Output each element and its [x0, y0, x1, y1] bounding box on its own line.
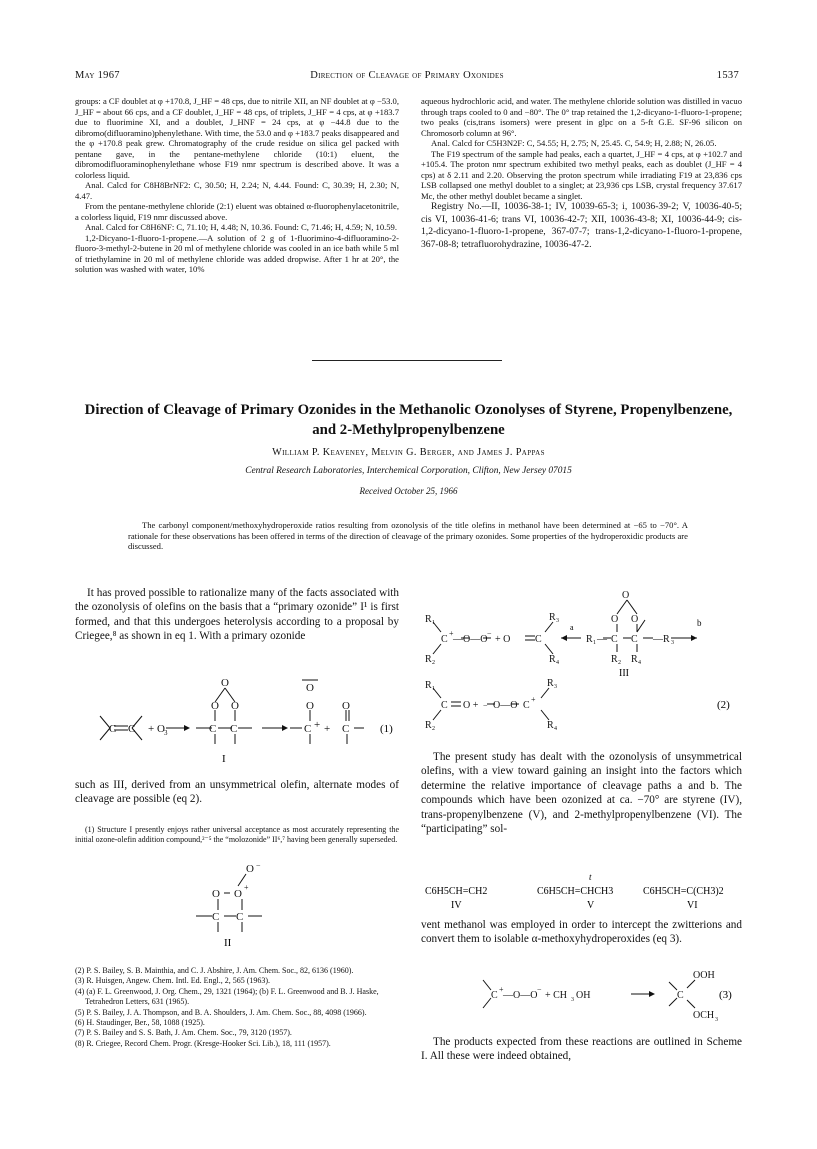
- svg-text:R: R: [425, 654, 432, 665]
- lc-para-4: 1,2-Dicyano-1-fluoro-1-propene.—A solution of 2 g of 1-fluorimino-4-difluoramino-2-fluoro-3-methyl-2-butene in 20 ml of methylene chloride was cooled in an ice bath while 5 ml of triethylamine in 20 ml of methylene chloride was added dropwise. After 1 hr at 20°, the solution was washed with water, 10%: [75, 232, 399, 274]
- svg-text:C: C: [631, 634, 638, 645]
- svg-text:1: 1: [432, 686, 435, 692]
- received-date: Received October 25, 1966: [359, 486, 458, 496]
- right-column-experimental: [421, 96, 742, 251]
- molozonide-II-diagram: [190, 862, 320, 948]
- svg-text:+: +: [324, 723, 331, 735]
- svg-text:−: −: [256, 862, 261, 870]
- footnotes: [75, 966, 399, 1049]
- abstract: The carbonyl component/methoxyhydroperoxide ratios resulting from ozonolysis of the title olefins in methanol have been determined at −65 to −70°. A rationale for these observations has been offered in terms of the direction of cleavage of the primary ozonides. Some properties of the hydroperoxidic products are discussed.: [128, 520, 688, 551]
- footnote-8: (8) R. Criegee, Record Chem. Progr. (Kresge-Hooker Sci. Lib.), 18, 111 (1957).: [75, 1038, 331, 1048]
- path-b-label: b: [697, 618, 702, 628]
- footnote-4: (4) (a) F. L. Greenwood, J. Org. Chem., 29, 1321 (1964); (b) F. L. Greenwood and B. J. Haske, Tetrahedron Letters, 631 (1965).: [75, 986, 379, 1007]
- compounds-IV-V-VI: [421, 870, 742, 916]
- header-date: May 1967: [75, 70, 120, 81]
- svg-text:3: 3: [715, 1017, 718, 1023]
- svg-text:−: −: [483, 701, 488, 710]
- eq2-number: (2): [717, 699, 730, 711]
- footnote-3: (3) R. Huisgen, Angew. Chem. Intl. Ed. Engl., 2, 565 (1963).: [75, 976, 271, 986]
- svg-text:O: O: [306, 682, 314, 694]
- footnote-6: (6) H. Staudinger, Ber., 58, 1088 (1925).: [75, 1018, 205, 1028]
- svg-text:O: O: [212, 888, 220, 900]
- svg-text:+ O: + O: [148, 723, 165, 735]
- path-a-label: a: [570, 623, 574, 632]
- page-number: 1537: [716, 70, 739, 81]
- svg-text:C: C: [535, 634, 542, 645]
- svg-text:+ CH: + CH: [545, 990, 568, 1001]
- svg-text:R: R: [611, 654, 618, 665]
- footnote-2: (2) P. S. Bailey, S. B. Mainthia, and C. J. Abshire, J. Am. Chem. Soc., 82, 6136 (1960).: [75, 966, 354, 975]
- svg-text:C: C: [304, 723, 312, 735]
- svg-text:—O—O: —O—O: [453, 634, 488, 645]
- label-t: t: [589, 872, 592, 882]
- svg-text:O: O: [221, 677, 229, 689]
- svg-text:+: +: [244, 883, 249, 892]
- svg-text:O: O: [622, 590, 630, 601]
- svg-text:3: 3: [164, 729, 168, 737]
- running-header: [75, 70, 739, 84]
- svg-text:O: O: [342, 700, 350, 712]
- svg-text:C: C: [523, 700, 530, 711]
- svg-text:R: R: [425, 720, 432, 731]
- svg-text:O +: O +: [463, 700, 479, 711]
- svg-text:+ O: + O: [495, 634, 511, 645]
- svg-text:—R: —R: [653, 634, 670, 645]
- svg-text:R: R: [631, 654, 638, 665]
- svg-text:C: C: [128, 723, 136, 735]
- svg-text:2: 2: [618, 660, 621, 666]
- svg-text:C: C: [342, 723, 350, 735]
- compound-IV: C6H5CH=CH2: [425, 886, 488, 897]
- svg-text:C: C: [611, 634, 618, 645]
- lc-para-1: Anal. Calcd for C8H8BrNF2: C, 30.50; H, 2.24; N, 4.44. Found: C, 30.39; H, 2.30; N, 4.47.: [75, 180, 399, 201]
- body-paragraph-1: It has proved possible to rationalize many of the facts associated with the ozonolysis of olefins on the basis that a “primary ozonide” I¹ is first formed, and that this undergoes heterolysis according to a proposal by Criegee,⁸ as shown in eq 1. With a primary ozonide: [75, 587, 399, 643]
- eq3-number: (3): [719, 989, 732, 1001]
- svg-text:R: R: [549, 654, 556, 665]
- svg-text:OCH: OCH: [693, 1010, 715, 1021]
- article-title: Direction of Cleavage of Primary Ozonides in the Methanolic Ozonolyses of Styrene, Propenylbenzene, and 2-Methylpropenylbenzene: [84, 402, 733, 438]
- svg-text:O: O: [211, 700, 219, 712]
- svg-text:C: C: [677, 990, 684, 1001]
- body-paragraph-5: The products expected from these reactions are outlined in Scheme I. All these were indeed obtained,: [421, 1036, 742, 1063]
- body-paragraph-3: The present study has dealt with the ozonolysis of unsymmetrical olefins, with a view toward gaining an insight into the factors which determine the relative importance of cleavage paths a and b. The compounds which have been ozonized at ca. −70° are styrene (IV), trans-propenylbenzene (V), and 2-methylpropenylbenzene (VI). The “participating” sol-: [421, 751, 742, 836]
- equation-2-diagram: [421, 582, 742, 732]
- registry-numbers: Registry No.—II, 10036-38-1; IV, 10039-65-3; i, 10036-39-2; V, 10036-40-5; cis VI, 10036-41-6; trans VI, 10036-42-7; XII, 10036-43-8; XI, 10036-44-9; cis-1,2-dicyano-1-fluoro-1-propene, 367-07-7; trans-1,2-dicyano-1-fluoro-1-propene, 367-08-8; tetrafluorohydrazine, 10036-47-2.: [421, 201, 742, 250]
- body-paragraph-2: such as III, derived from an unsymmetrical olefin, alternate modes of cleavage are possible (eq 2).: [75, 779, 399, 806]
- lc-para-3: Anal. Calcd for C8H6NF: C, 71.10; H, 4.48; N, 10.36. Found: C, 71.46; H, 4.59; N, 10.59.: [85, 222, 398, 232]
- label-III: III: [619, 668, 629, 679]
- svg-text:O: O: [611, 614, 619, 625]
- svg-text:R: R: [586, 634, 593, 645]
- svg-text:4: 4: [638, 660, 641, 666]
- rc-para-0: aqueous hydrochloric acid, and water. The methylene chloride solution was distilled in vacuo through traps cooled to 0 and −80°. The 0° trap retained the 1,2-dicyano-1-fluoro-1-propene; two peaks (cis,trans isomers) were present in glpc on a 5-ft G.E. SF-96 silicon on Chromosorb column at 96°.: [421, 96, 742, 138]
- svg-text:1: 1: [593, 640, 596, 646]
- equation-3-diagram: [421, 962, 742, 1028]
- svg-text:R: R: [425, 680, 432, 691]
- lc-para-0: groups: a CF doublet at φ +170.8, J_HF = 48 cps, due to nitrile XII, an NF doublet at φ −53.0, J_HF = about 66 cps, and a CF doublet, J_HF = 48 cps, of triplets, J_HF = 4 cps, at φ +183.7 due to fluorimine XI, and a doublet, J_HNF = 24 cps, at φ −44.8 due to the dibromo(difluoramino)phenylethane. With time, the 53.0 and φ +183.7 peaks disappeared and the φ +170.8 peak grew. Chromatography of the crude residue on silica gel packed with pentane gave, in the pentane-methylene chloride (10:1) eluent, the dibromodifluoraminophenylethane whose F19 nmr spectrum is described above. It was a colorless liquid.: [75, 96, 399, 180]
- article-authors: William P. Keaveney, Melvin G. Berger, and James J. Pappas: [272, 447, 545, 458]
- svg-text:4: 4: [554, 726, 557, 732]
- svg-text:R: R: [547, 720, 554, 731]
- rc-para-1: Anal. Calcd for C5H3N2F: C, 54.55; H, 2.75; N, 25.45. C, 54.9; H, 2.88; N, 26.05.: [431, 138, 717, 148]
- footnote-7: (7) P. S. Bailey and S. S. Bath, J. Am. Chem. Soc., 79, 3120 (1957).: [75, 1028, 292, 1038]
- left-column-experimental: [75, 96, 399, 275]
- svg-text:2: 2: [432, 660, 435, 666]
- svg-text:+: +: [314, 719, 321, 731]
- svg-text:−: −: [537, 985, 542, 994]
- svg-text:+: +: [499, 985, 504, 994]
- rc-para-2: The F19 spectrum of the sample had peaks, each a quartet, J_HF = 4 cps, at φ +102.7 and +105.4. The proton nmr spectrum exhibited two methyl peaks, each as doublet (J_HF = 4 cps) at δ 2.11 and 2.20. Observing the proton spectrum while irradiating F19 at 23,836 cps LSB collapsed one methyl doublet to a singlet; at 23,936 cps LSB, crystal frequency 37.617 Mc, the other methyl doublet became a singlet.: [421, 148, 742, 201]
- svg-text:−: −: [487, 629, 492, 638]
- svg-text:3: 3: [554, 684, 557, 690]
- svg-text:C: C: [441, 700, 448, 711]
- svg-text:O: O: [246, 863, 254, 875]
- svg-text:C: C: [236, 911, 244, 923]
- svg-text:3: 3: [671, 640, 674, 646]
- svg-text:C: C: [441, 634, 448, 645]
- svg-text:R: R: [425, 614, 432, 625]
- equation-1-diagram: [92, 672, 402, 768]
- section-divider: [312, 360, 502, 361]
- svg-text:R: R: [549, 612, 556, 623]
- svg-text:R: R: [547, 678, 554, 689]
- svg-text:O: O: [631, 614, 639, 625]
- label-V: V: [587, 900, 595, 911]
- svg-text:—O—O: —O—O: [503, 990, 538, 1001]
- svg-text:—: —: [597, 634, 607, 645]
- svg-text:O: O: [234, 888, 242, 900]
- footnote-5: (5) P. S. Bailey, J. A. Thompson, and B. A. Shoulders, J. Am. Chem. Soc., 88, 4098 (1966).: [75, 1007, 367, 1017]
- svg-text:+: +: [449, 629, 454, 638]
- svg-text:OOH: OOH: [693, 970, 715, 981]
- svg-text:1: 1: [432, 620, 435, 626]
- svg-text:C: C: [109, 723, 117, 735]
- header-title: Direction of Cleavage of Primary Oxonides: [310, 70, 504, 81]
- svg-text:3: 3: [556, 618, 559, 624]
- footnote-1: (1) Structure I presently enjoys rather universal acceptance as most accurately representing the initial ozone-olefin addition compound,²⁻⁵ the “molozonide” II⁶,⁷ having been generally superseded.: [75, 825, 399, 844]
- article-affiliation: Central Research Laboratories, Interchemical Corporation, Clifton, New Jersey 07015: [245, 466, 572, 476]
- svg-text:C: C: [212, 911, 220, 923]
- svg-text:C: C: [491, 990, 498, 1001]
- body-paragraph-4: vent methanol was employed in order to intercept the zwitterions and convert them to isolable α-methoxyhydroperoxides (eq 3).: [421, 919, 742, 946]
- svg-text:C: C: [230, 723, 238, 735]
- compound-V: C6H5CH=CHCH3: [537, 886, 614, 897]
- label-I: I: [222, 753, 226, 765]
- svg-text:O—O: O—O: [493, 700, 518, 711]
- svg-text:4: 4: [556, 660, 559, 666]
- svg-text:3: 3: [571, 997, 574, 1003]
- label-VI: VI: [687, 900, 698, 911]
- compound-VI: C6H5CH=C(CH3)2: [643, 886, 724, 897]
- label-IV: IV: [451, 900, 462, 911]
- svg-text:O: O: [231, 700, 239, 712]
- svg-text:2: 2: [432, 726, 435, 732]
- svg-text:OH: OH: [576, 990, 591, 1001]
- eq1-number: (1): [380, 723, 393, 735]
- svg-text:C: C: [209, 723, 217, 735]
- label-II: II: [224, 937, 232, 948]
- lc-para-2: From the pentane-methylene chloride (2:1) eluent was obtained α-fluorophenylacetonitrile, a colorless liquid, F19 nmr discussed above.: [75, 201, 399, 222]
- svg-text:O: O: [306, 700, 314, 712]
- svg-text:+: +: [531, 695, 536, 704]
